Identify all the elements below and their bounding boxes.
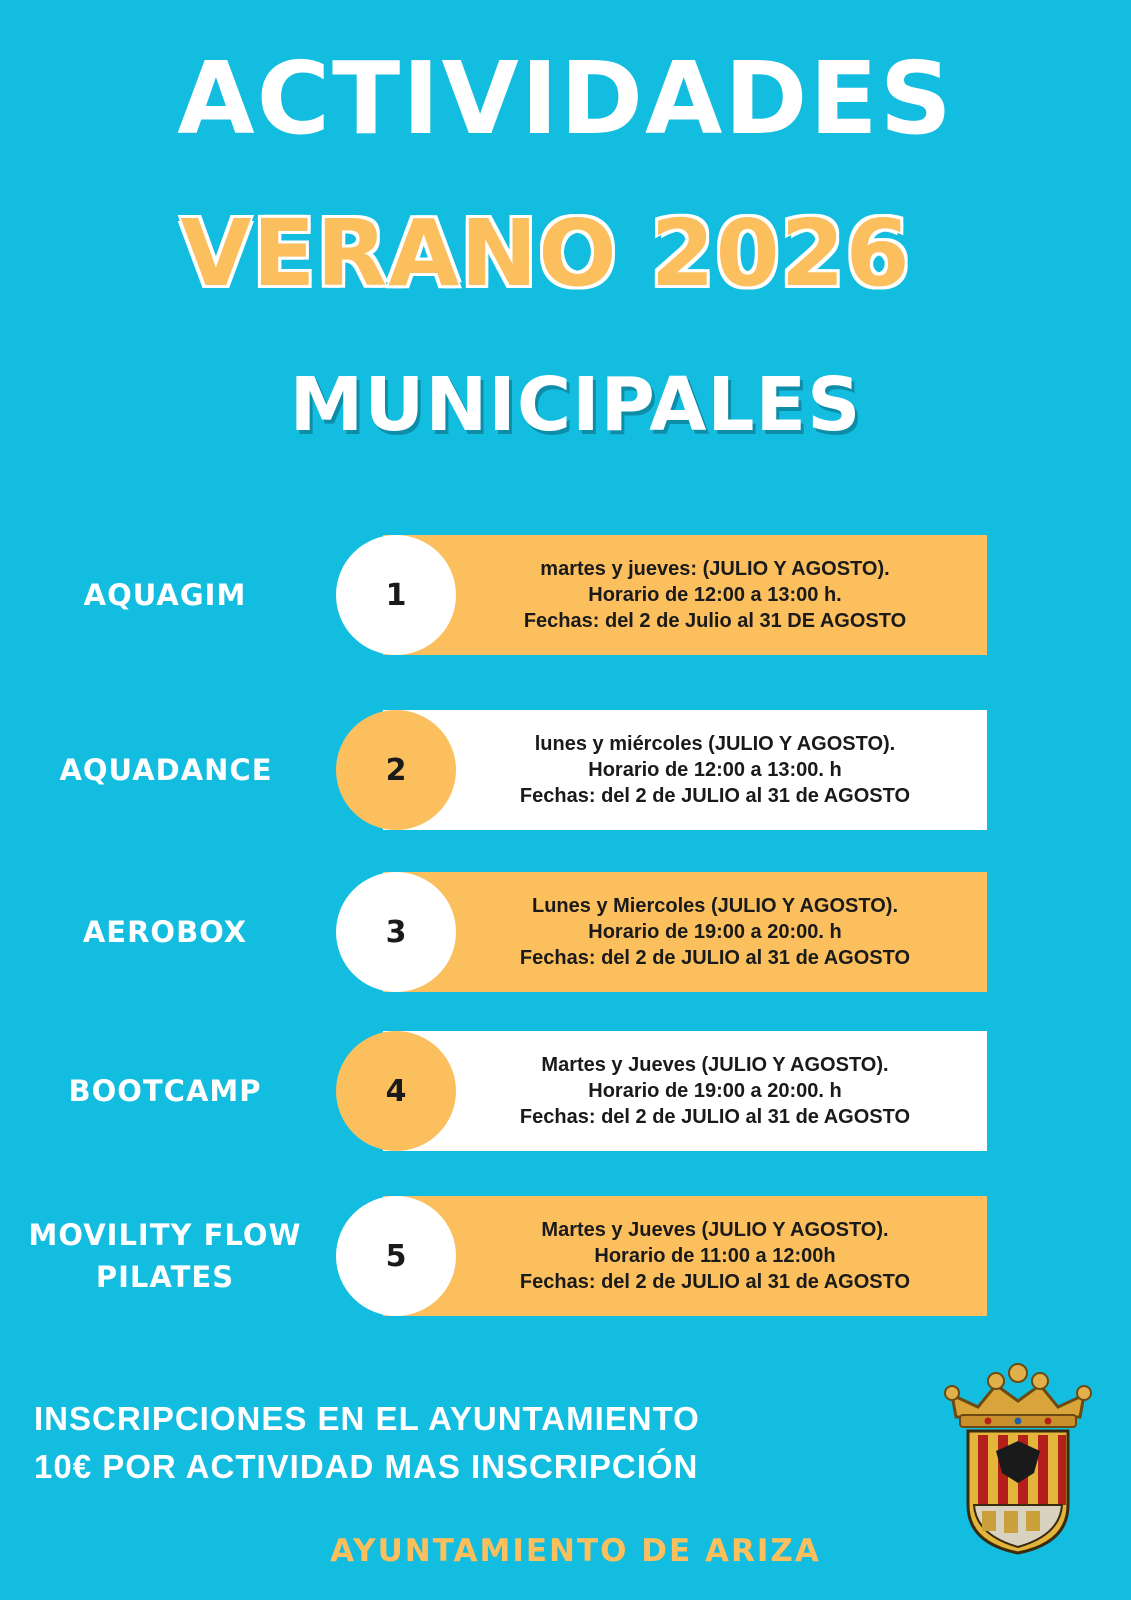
activity-name bbox=[0, 1196, 330, 1316]
crown-icon bbox=[945, 1364, 1091, 1427]
schedule-box bbox=[383, 872, 987, 992]
coat-of-arms-icon bbox=[938, 1355, 1098, 1555]
price-info: 10€ POR ACTIVIDAD MAS INSCRIPCIÓN bbox=[34, 1448, 699, 1485]
activity-name bbox=[0, 535, 330, 655]
activity-number-badge: 3 bbox=[336, 872, 456, 992]
title-municipales: MUNICIPALES bbox=[289, 362, 862, 448]
activity-name-line: MOVILITY FLOW bbox=[28, 1217, 302, 1252]
activity-name-line: AEROBOX bbox=[82, 914, 248, 949]
activity-row-aerobox bbox=[0, 872, 1131, 992]
schedule-days: martes y jueves: (JULIO Y AGOSTO). bbox=[540, 558, 890, 580]
activity-name bbox=[0, 1031, 330, 1151]
registration-info: INSCRIPCIONES EN EL AYUNTAMIENTO bbox=[34, 1400, 700, 1437]
schedule-box bbox=[383, 1196, 987, 1316]
schedule-hours: Horario de 11:00 a 12:00h bbox=[594, 1245, 836, 1267]
activity-row-bootcamp bbox=[0, 1031, 1131, 1151]
activity-number-badge: 4 bbox=[336, 1031, 456, 1151]
activity-row-aquadance bbox=[0, 710, 1131, 830]
schedule-dates: Fechas: del 2 de JULIO al 31 de AGOSTO bbox=[519, 785, 911, 807]
schedule-dates: Fechas: del 2 de Julio al 31 DE AGOSTO bbox=[523, 610, 907, 632]
schedule-hours: Horario de 12:00 a 13:00 h. bbox=[588, 584, 842, 606]
activity-row-movility-flow-pilates bbox=[0, 1196, 1131, 1316]
title-verano-2026: VERANO 2026 bbox=[180, 200, 911, 307]
schedule-box bbox=[383, 535, 987, 655]
schedule-dates: Fechas: del 2 de JULIO al 31 de AGOSTO bbox=[519, 947, 911, 969]
title-actividades: ACTIVIDADES bbox=[177, 40, 954, 157]
activity-row-aquagim bbox=[0, 535, 1131, 655]
footer-organization: AYUNTAMIENTO DE ARIZA bbox=[330, 1533, 821, 1569]
activity-name bbox=[0, 710, 332, 830]
activity-number-badge: 1 bbox=[336, 535, 456, 655]
activity-number-badge: 2 bbox=[336, 710, 456, 830]
activity-name-line: BOOTCAMP bbox=[68, 1073, 262, 1108]
schedule-hours: Horario de 12:00 a 13:00. h bbox=[588, 759, 842, 781]
activity-name-line: PILATES bbox=[95, 1260, 235, 1294]
schedule-days: Lunes y Miercoles (JULIO Y AGOSTO). bbox=[531, 895, 899, 917]
schedule-hours: Horario de 19:00 a 20:00. h bbox=[588, 1080, 842, 1102]
schedule-days: Martes y Jueves (JULIO Y AGOSTO). bbox=[541, 1054, 889, 1076]
schedule-dates: Fechas: del 2 de JULIO al 31 de AGOSTO bbox=[519, 1271, 911, 1293]
activity-name bbox=[0, 872, 330, 992]
activity-name-line: AQUADANCE bbox=[59, 752, 273, 787]
activity-name-line: AQUAGIM bbox=[83, 577, 247, 612]
activity-number-badge: 5 bbox=[336, 1196, 456, 1316]
schedule-days: lunes y miércoles (JULIO Y AGOSTO). bbox=[534, 733, 896, 755]
schedule-dates: Fechas: del 2 de JULIO al 31 de AGOSTO bbox=[519, 1106, 911, 1128]
schedule-days: Martes y Jueves (JULIO Y AGOSTO). bbox=[541, 1219, 889, 1241]
schedule-box bbox=[383, 1031, 987, 1151]
schedule-hours: Horario de 19:00 a 20:00. h bbox=[588, 921, 842, 943]
schedule-box bbox=[383, 710, 987, 830]
